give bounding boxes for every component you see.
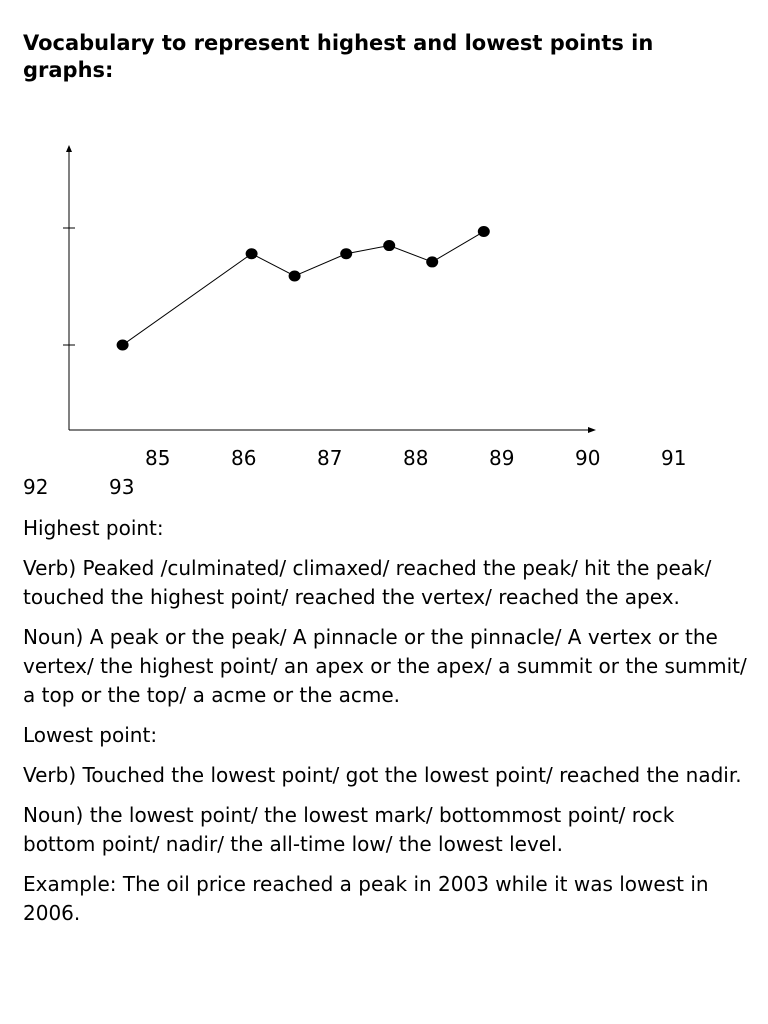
x-tick-label: 85 [145, 446, 171, 470]
x-tick-label: 93 [109, 475, 135, 499]
x-tick-label: 87 [317, 446, 343, 470]
x-tick-label: 91 [661, 446, 687, 470]
line-chart [23, 140, 768, 440]
lowest-heading: Lowest point: [23, 723, 158, 747]
data-point [478, 226, 490, 237]
data-point [340, 248, 352, 259]
x-tick-label: 89 [489, 446, 515, 470]
data-point [426, 256, 438, 267]
data-point [289, 270, 301, 281]
highest-heading: Highest point: [23, 516, 164, 540]
x-tick-label: 90 [575, 446, 601, 470]
x-tick-label: 86 [231, 446, 257, 470]
x-axis-arrow [588, 427, 596, 433]
highest-verb-paragraph: Verb) Peaked /culminated/ climaxed/ reached the peak/ hit the peak/ touched the highest point/ reached the vertex/ reached the apex. [23, 556, 712, 609]
example-paragraph: Example: The oil price reached a peak in 2003 while it was lowest in 2006. [23, 872, 709, 925]
x-tick-label: 92 [23, 475, 49, 499]
data-point [117, 340, 129, 351]
series-line [123, 232, 484, 345]
chart-svg [23, 140, 623, 440]
lowest-verb-paragraph: Verb) Touched the lowest point/ got the lowest point/ reached the nadir. [23, 763, 742, 787]
data-point [246, 248, 258, 259]
vocabulary-text [23, 514, 748, 939]
x-tick-label: 88 [403, 446, 429, 470]
y-axis-arrow [66, 145, 72, 152]
x-axis-labels [23, 444, 748, 502]
document-page [23, 30, 748, 925]
data-point [383, 240, 395, 251]
highest-noun-paragraph: Noun) A peak or the peak/ A pinnacle or the pinnacle/ A vertex or the vertex/ the highest point/ an apex or the apex/ a summit or the summit/ a top or the top/ a acme or the acme. [23, 625, 747, 707]
page-title: Vocabulary to represent highest and lowest points in graphs: [23, 31, 654, 82]
lowest-noun-paragraph: Noun) the lowest point/ the lowest mark/ bottommost point/ rock bottom point/ nadir/ the all-time low/ the lowest level. [23, 803, 675, 856]
